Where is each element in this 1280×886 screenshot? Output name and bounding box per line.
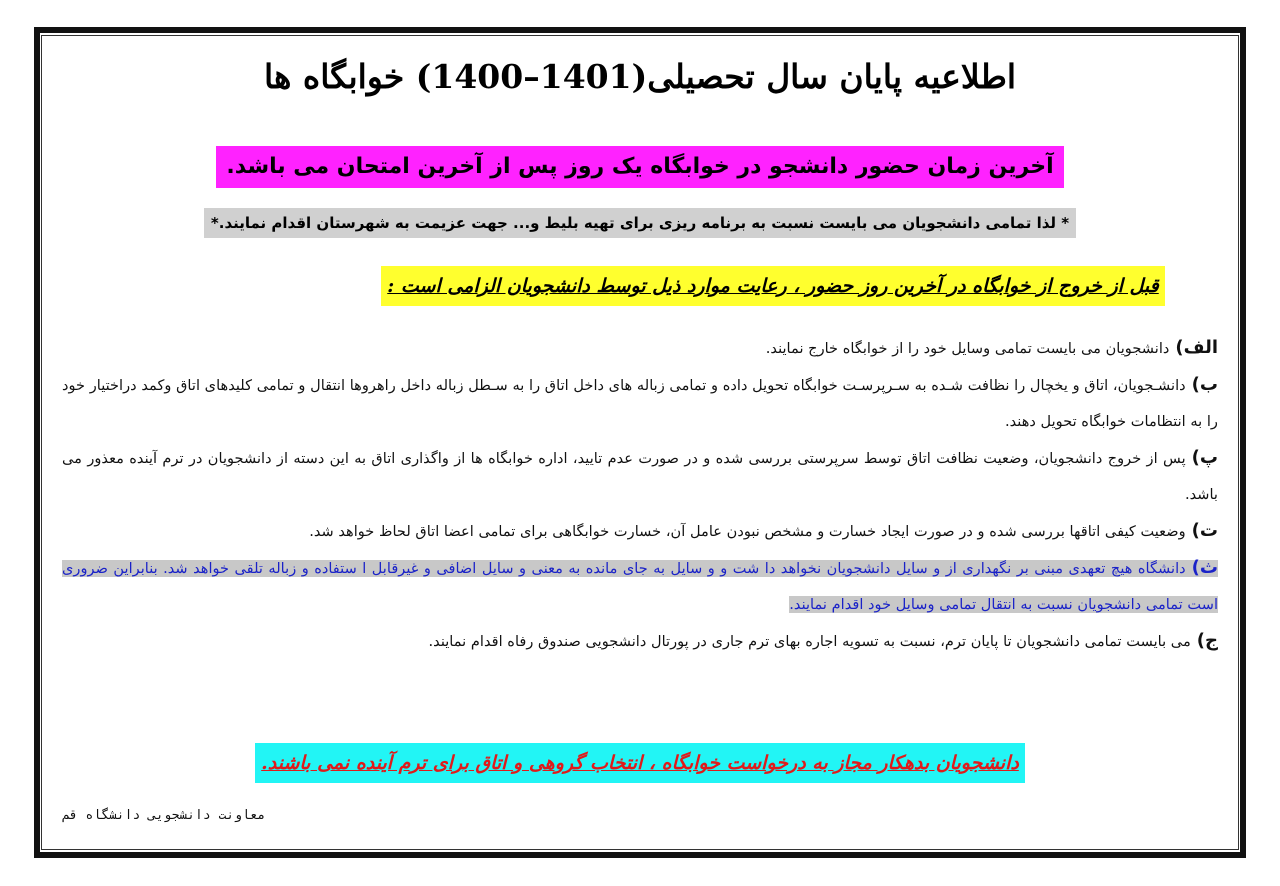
rule-item-alef bbox=[62, 330, 1218, 367]
rule-highlight bbox=[62, 557, 1218, 613]
rule-text: پس از خروج دانشجویان، وضعیت نظافت اتاق توسط سرپرستی بررسی شده و در صورت عدم تایید، اداره خوابگاه ها از واگذاری اتاق به این دسته از دانشجویان در ترم آینده معذور می باشد. bbox=[62, 450, 1218, 503]
rule-item-be bbox=[62, 367, 1218, 440]
signature: معاونت دانشجویی دانشگاه قم bbox=[62, 808, 266, 823]
rule-text: دانشـجویان، اتاق و یخچال را نظافت شـده به سـرپرسـت خوابگاه تحویل داده و تمامی زباله های داخل اتاق را به سـطل زباله داخل راهروها انتقال و تمامی کلیدهای اتاق وکمد دراختیار خود را به انتظامات خوابگاه تحویل دهند. bbox=[62, 377, 1218, 430]
debtor-warning: دانشجویان بدهکار مجاز به درخواست خوابگاه ، انتخاب گروهی و اتاق برای ترم آینده نمی باشند. bbox=[255, 743, 1025, 783]
mandatory-heading-row bbox=[330, 266, 1216, 306]
travel-note-row bbox=[60, 208, 1220, 238]
rule-text: می بایست تمامی دانشجویان تا پایان ترم، نسبت به تسویه اجاره بهای ترم جاری در پورتال دانشجویی صندوق رفاه اقدام نمایند. bbox=[428, 633, 1191, 650]
rules-list bbox=[62, 330, 1218, 660]
rule-text: وضعیت کیفی اتاقها بررسی شده و در صورت ایجاد خسارت و مشخص نبودن عامل آن، خسارت خوابگاهی برای تمامی اعضا اتاق لحاظ خواهد شد. bbox=[309, 523, 1186, 540]
rule-text: دانشجویان می بایست تمامی وسایل خود را از خوابگاه خارج نمایند. bbox=[765, 340, 1170, 357]
rule-item-pe bbox=[62, 440, 1218, 513]
rule-letter: الف) bbox=[1175, 337, 1218, 358]
rule-letter: ت) bbox=[1191, 520, 1218, 541]
rule-item-jim bbox=[62, 623, 1218, 660]
rule-text: دانشگاه هیچ تعهدی مبنی بر نگهداری از و سایل دانشجویان نخواهد دا شت و و سایل به جای مانده به معنی و سایل اضافی و غیرقابل ا ستفاده و زباله تلقی خواهد شد. بنابراین ضروری است تمامی دانشجویان نسبت به انتقال تمامی وسایل خود اقدام نمایند. bbox=[62, 560, 1218, 613]
rule-letter: ب) bbox=[1191, 374, 1218, 395]
mandatory-heading: قبل از خروج از خوابگاه در آخرین روز حضور ، رعایت موارد ذیل توسط دانشجویان الزامی است : bbox=[381, 266, 1165, 306]
rule-letter: ث) bbox=[1191, 557, 1218, 578]
notice-title: اطلاعیه پایان سال تحصیلی(1401–1400) خوابگاه ها bbox=[263, 57, 1017, 96]
deadline-banner: آخرین زمان حضور دانشجو در خوابگاه یک روز پس از آخرین امتحان می باشد. bbox=[216, 146, 1063, 188]
rule-item-te bbox=[62, 513, 1218, 550]
rule-letter: ج) bbox=[1196, 630, 1218, 651]
rule-item-se bbox=[62, 550, 1218, 623]
travel-note: * لذا تمامی دانشجویان می بایست نسبت به برنامه ریزی برای تهیه بلیط و... جهت عزیمت به شهرستان اقدام نمایند.* bbox=[204, 208, 1076, 238]
deadline-banner-row bbox=[60, 146, 1220, 188]
debtor-warning-row bbox=[60, 743, 1220, 783]
rule-letter: پ) bbox=[1191, 447, 1218, 468]
